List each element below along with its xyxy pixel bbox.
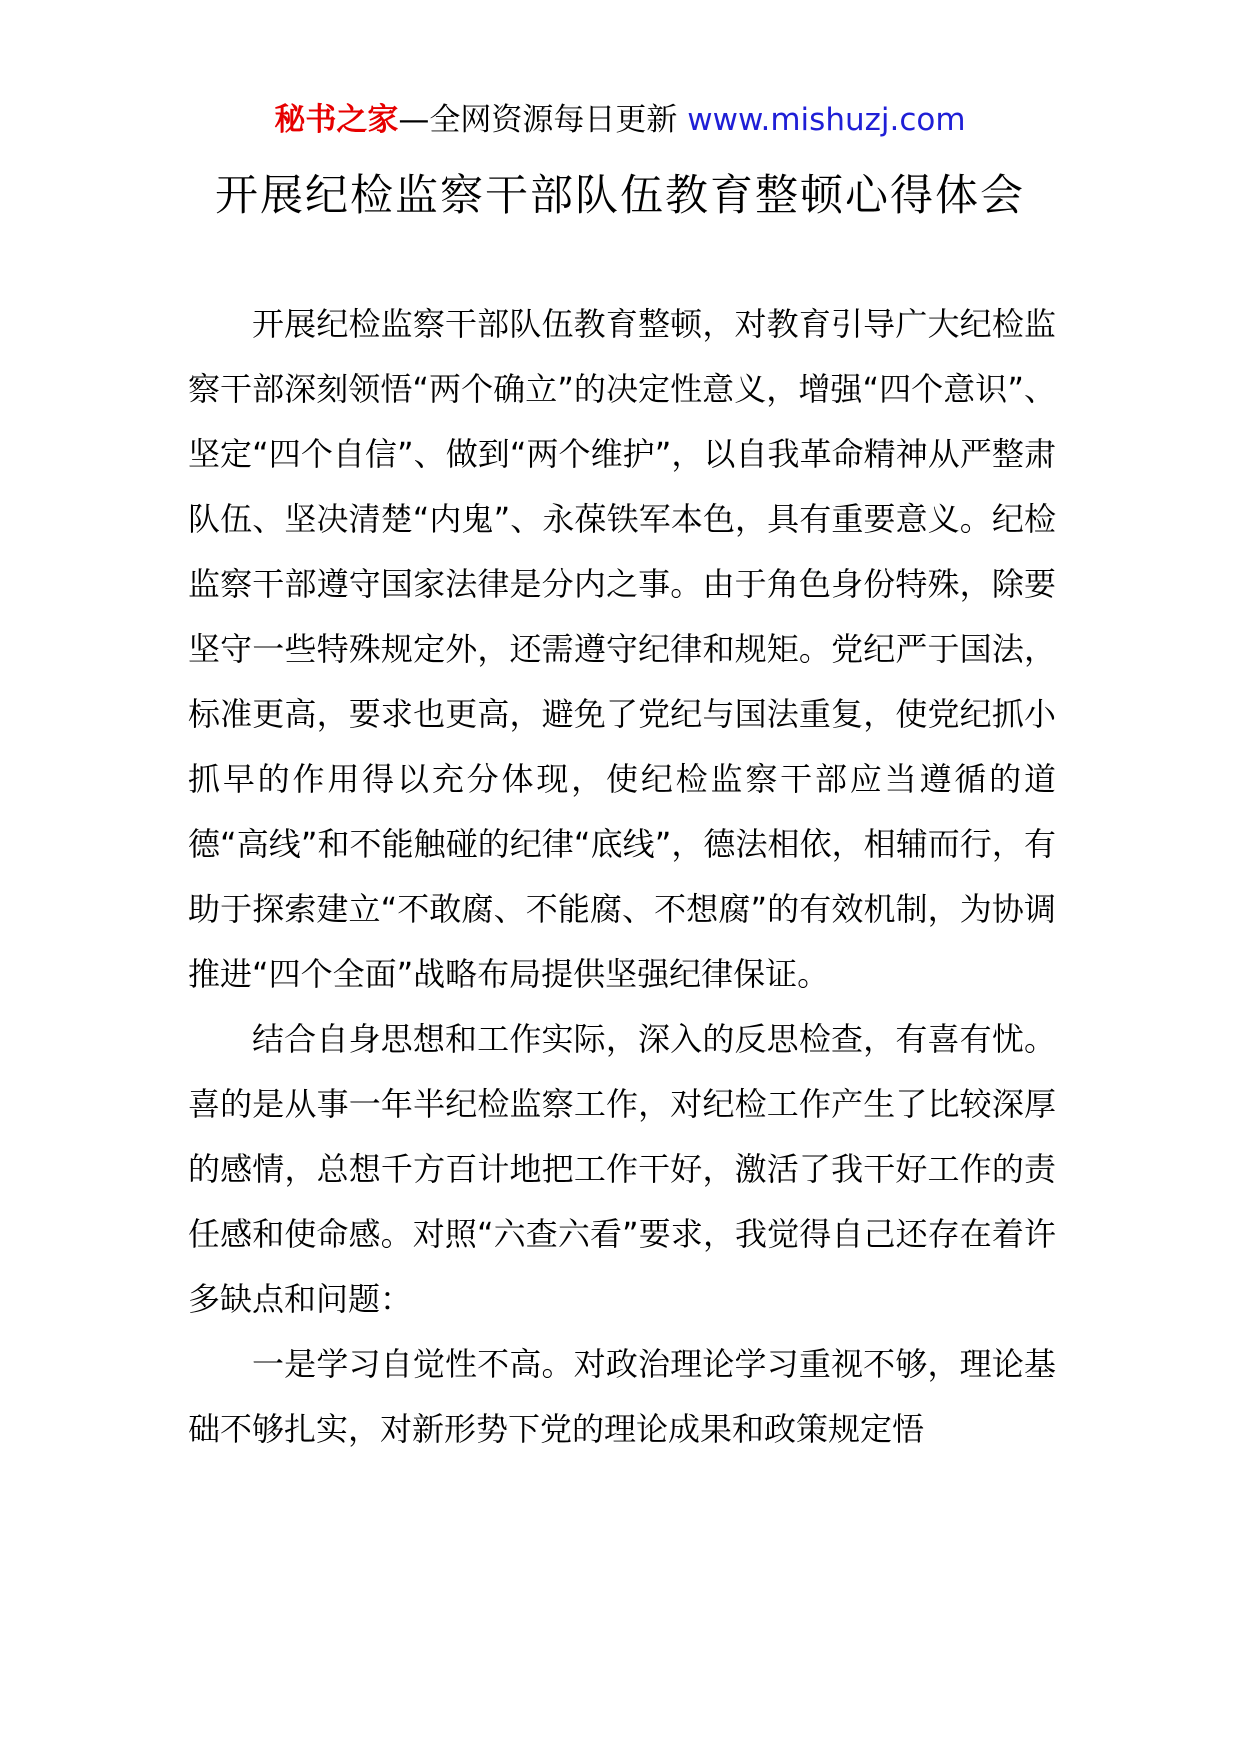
paragraph: 一是学习自觉性不高。对政治理论学习重视不够，理论基础不够扎实，对新形势下党的理论成果和政策规定悟 <box>188 1345 1056 1448</box>
site-header <box>0 98 1240 142</box>
paragraph: 结合自身思想和工作实际，深入的反思检查，有喜有忧。喜的是从事一年半纪检监察工作，对纪检工作产生了比较深厚的感情，总想千方百计地把工作干好，激活了我干好工作的责任感和使命感。对照“六查六看”要求，我觉得自己还存在着许多缺点和问题： <box>188 1020 1056 1318</box>
header-tagline: —全网资源每日更新 <box>398 102 688 138</box>
brand-name: 秘书之家 <box>274 102 399 138</box>
document-body <box>188 292 1056 1462</box>
site-url-link[interactable]: www.mishuzj.com <box>687 102 966 138</box>
paragraph: 开展纪检监察干部队伍教育整顿，对教育引导广大纪检监察干部深刻领悟“两个确立”的决定性意义，增强“四个意识”、坚定“四个自信”、做到“两个维护”，以自我革命精神从严整肃队伍、坚决清楚“内鬼”、永葆铁军本色，具有重要意义。纪检监察干部遵守国家法律是分内之事。由于角色身份特殊，除要坚守一些特殊规定外，还需遵守纪律和规矩。党纪严于国法，标准更高，要求也更高，避免了党纪与国法重复，使党纪抓小抓早的作用得以充分体现，使纪检监察干部应当遵循的道德“高线”和不能触碰的纪律“底线”，德法相依，相辅而行，有助于探索建立“不敢腐、不能腐、不想腐”的有效机制，为协调推进“四个全面”战略布局提供坚强纪律保证。 <box>188 305 1056 993</box>
document-title: 开展纪检监察干部队伍教育整顿心得体会 <box>215 171 1025 221</box>
